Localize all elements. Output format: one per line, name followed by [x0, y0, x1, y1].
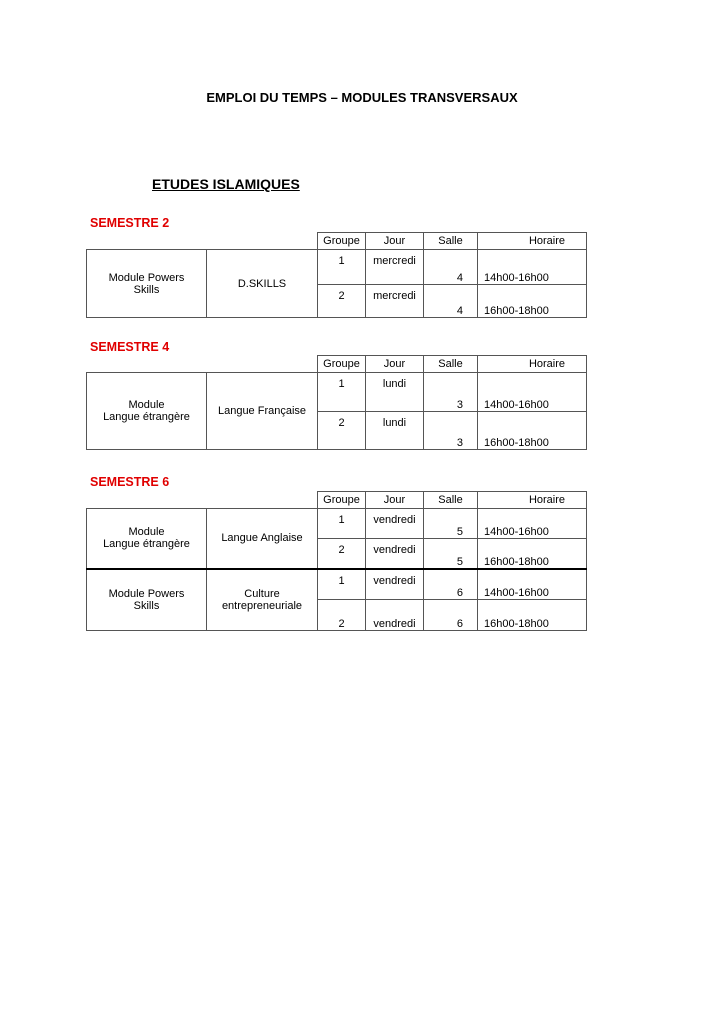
jour-cell: vendredi	[366, 600, 424, 631]
groupe-cell: 1	[318, 373, 366, 412]
horaire-cell: 16h00-18h00	[478, 412, 587, 450]
module-line: Module	[128, 399, 165, 411]
groupe-cell: 2	[318, 285, 366, 318]
module-cell: Module Powers Skills	[87, 569, 207, 631]
schedule-table-semestre-6	[86, 491, 587, 631]
module-line: Langue étrangère	[103, 538, 190, 551]
section-title: ETUDES ISLAMIQUES	[152, 176, 300, 192]
salle-cell: 3	[424, 412, 478, 450]
salle-cell: 6	[424, 569, 478, 600]
header-salle: Salle	[424, 492, 478, 509]
header-horaire: Horaire	[478, 492, 587, 509]
horaire-cell: 16h00-18h00	[478, 285, 587, 318]
horaire-cell: 14h00-16h00	[478, 250, 587, 285]
jour-cell: vendredi	[366, 509, 424, 539]
table-row	[87, 509, 587, 539]
schedule-table-semestre-4	[86, 355, 587, 450]
header-salle: Salle	[424, 233, 478, 250]
header-groupe: Groupe	[318, 356, 366, 373]
salle-cell: 5	[424, 539, 478, 569]
horaire-cell: 14h00-16h00	[478, 509, 587, 539]
page-title: EMPLOI DU TEMPS – MODULES TRANSVERSAUX	[206, 90, 518, 105]
table-header-row	[87, 356, 587, 373]
matiere-cell: Langue Anglaise	[207, 509, 318, 569]
jour-cell: lundi	[366, 412, 424, 450]
groupe-cell: 1	[318, 509, 366, 539]
table-header-row	[87, 233, 587, 250]
header-groupe: Groupe	[318, 233, 366, 250]
groupe-cell: 2	[318, 539, 366, 569]
module-cell: Module Powers Skills	[87, 250, 207, 318]
horaire-cell: 14h00-16h00	[478, 569, 587, 600]
matiere-cell: Langue Française	[207, 373, 318, 450]
table-row	[87, 373, 587, 412]
header-groupe: Groupe	[318, 492, 366, 509]
semester-title: SEMESTRE 6	[90, 475, 170, 489]
module-cell	[87, 373, 207, 450]
jour-cell: mercredi	[366, 250, 424, 285]
groupe-cell: 2	[318, 600, 366, 631]
groupe-cell: 2	[318, 412, 366, 450]
groupe-cell: 1	[318, 569, 366, 600]
jour-cell: lundi	[366, 373, 424, 412]
salle-cell: 3	[424, 373, 478, 412]
table-row	[87, 569, 587, 600]
module-line: Langue étrangère	[103, 411, 190, 423]
header-jour: Jour	[366, 492, 424, 509]
salle-cell: 5	[424, 509, 478, 539]
semester-title: SEMESTRE 2	[90, 216, 170, 230]
header-horaire: Horaire	[478, 233, 587, 250]
groupe-cell: 1	[318, 250, 366, 285]
schedule-table-semestre-2	[86, 232, 587, 318]
salle-cell: 4	[424, 250, 478, 285]
horaire-cell: 16h00-18h00	[478, 539, 587, 569]
module-line: Module	[128, 526, 165, 539]
header-salle: Salle	[424, 356, 478, 373]
jour-cell: vendredi	[366, 539, 424, 569]
matiere-cell: D.SKILLS	[207, 250, 318, 318]
header-jour: Jour	[366, 233, 424, 250]
jour-cell: mercredi	[366, 285, 424, 318]
horaire-cell: 16h00-18h00	[478, 600, 587, 631]
salle-cell: 6	[424, 600, 478, 631]
header-horaire: Horaire	[478, 356, 587, 373]
horaire-cell: 14h00-16h00	[478, 373, 587, 412]
table-header-row	[87, 492, 587, 509]
salle-cell: 4	[424, 285, 478, 318]
matiere-cell: Culture entrepreneuriale	[207, 569, 318, 631]
header-jour: Jour	[366, 356, 424, 373]
jour-cell: vendredi	[366, 569, 424, 600]
table-row	[87, 250, 587, 285]
semester-title: SEMESTRE 4	[90, 340, 170, 354]
module-cell	[87, 509, 207, 569]
